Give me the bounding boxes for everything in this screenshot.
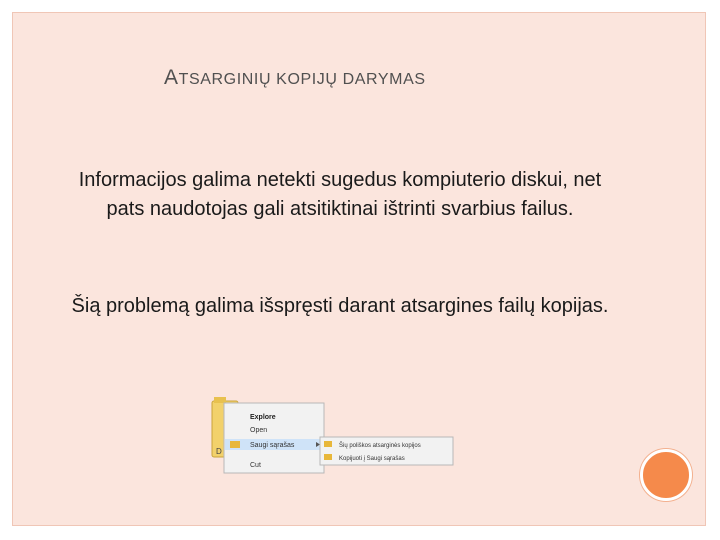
context-menu-screenshot	[210, 395, 455, 475]
decorative-circle	[640, 449, 692, 501]
submenu	[320, 437, 453, 465]
menu-item-include: Saugi sąrašas	[250, 442, 295, 449]
slide-title	[164, 66, 426, 90]
share-icon	[230, 441, 240, 448]
paragraph-data-loss: Informacijos galima netekti sugedus kompiuterio diskui, net pats naudotojas gali atsitiktinai ištrinti svarbius failus.	[78, 169, 602, 220]
paragraph-backup-solution: Šią problemą galima išspręsti darant atsargines failų kopijas.	[71, 295, 609, 317]
title-rest: TSARGINIŲ KOPIJŲ DARYMAS	[178, 71, 426, 88]
menu-item-cut: Cut	[250, 462, 261, 469]
menu-item-explore: Explore	[250, 414, 276, 421]
context-menu	[224, 403, 324, 473]
submenu-item-copy: Kopijuoti į Saugi sąrašas	[339, 456, 405, 462]
title-first-letter: A	[164, 66, 179, 89]
menu-item-open: Open	[250, 427, 268, 434]
submenu-item-backup: Šių poliškos atsarginės kopijos	[339, 443, 421, 449]
svg-text:D: D	[216, 447, 222, 456]
